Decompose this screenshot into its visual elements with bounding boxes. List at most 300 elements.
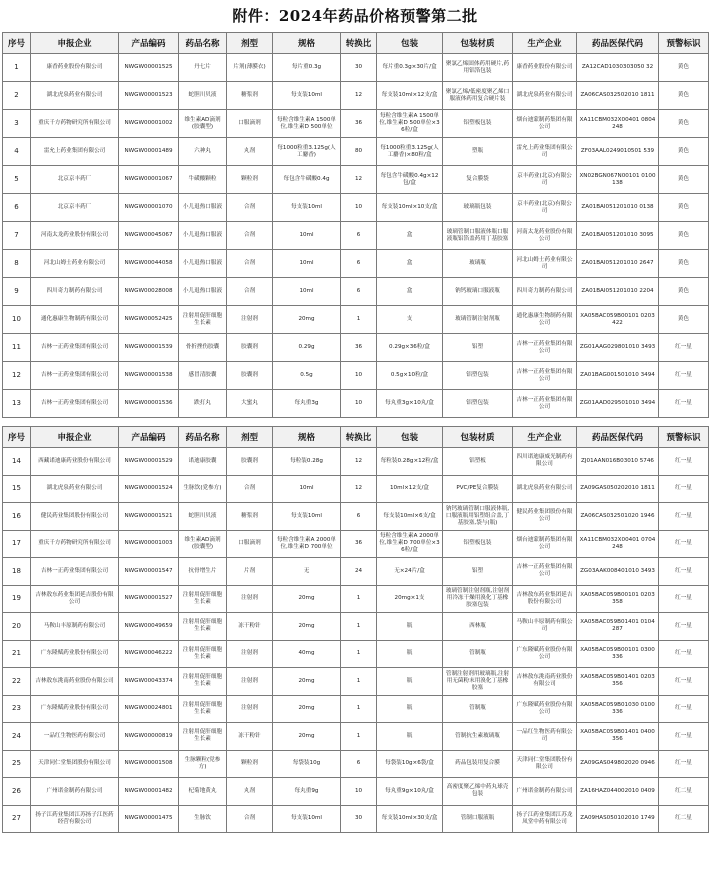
cell-manufacturer: 京丰药业(北京)有限公司 bbox=[513, 194, 577, 222]
cell-manufacturer: 河南太龙药业股份有限公司 bbox=[513, 222, 577, 250]
header-packaging: 包装 bbox=[377, 427, 443, 448]
cell-packaging-material: 铝塑 bbox=[443, 558, 513, 586]
cell-packaging: 每1000粒重3.125g(人工麝香)×80粒/盒 bbox=[377, 138, 443, 166]
cell-insurance-code: ZA06CAS032501020 1946 bbox=[577, 503, 659, 531]
cell-product-code: NWGW00045067 bbox=[119, 222, 179, 250]
cell-insurance-code: ZA09HAS050102010 1749 bbox=[577, 805, 659, 833]
cell-dosage-form: 口服滴剂 bbox=[227, 530, 273, 558]
cell-applicant-company: 河南太龙药业股份有限公司 bbox=[31, 222, 119, 250]
cell-product-code: NWGW00001003 bbox=[119, 530, 179, 558]
table-row bbox=[3, 334, 709, 362]
table-row bbox=[3, 503, 709, 531]
cell-applicant-company: 通化惠康生物制药有限公司 bbox=[31, 306, 119, 334]
cell-warning-level: 红二星 bbox=[659, 805, 709, 833]
cell-dosage-form: 糖浆剂 bbox=[227, 503, 273, 531]
table-row bbox=[3, 278, 709, 306]
cell-manufacturer: 广州诺金制药有限公司 bbox=[513, 778, 577, 806]
cell-applicant-company: 扬子江药业集团江苏扬子江医药经营有限公司 bbox=[31, 805, 119, 833]
cell-drug-name: 注射用促肝细胞生长素 bbox=[179, 306, 227, 334]
cell-packaging-material: 铝塑板包装 bbox=[443, 530, 513, 558]
cell-product-code: NWGW00028008 bbox=[119, 278, 179, 306]
cell-manufacturer: 健民药业集团股份有限公司 bbox=[513, 503, 577, 531]
header-packaging: 包装 bbox=[377, 33, 443, 54]
cell-packaging-material: 管制抗生素玻璃瓶 bbox=[443, 723, 513, 751]
cell-drug-name: 注射用促肝细胞生长素 bbox=[179, 585, 227, 613]
table-row bbox=[3, 695, 709, 723]
cell-warning-level: 红一星 bbox=[659, 475, 709, 503]
cell-product-code: NWGW00001527 bbox=[119, 585, 179, 613]
cell-drug-name: 维生素AD滴剂(胶囊型) bbox=[179, 110, 227, 138]
cell-packaging-material: 玻璃管制注射剂瓶,注射剂用冷冻干燥用溴化丁基橡胶塞包装 bbox=[443, 585, 513, 613]
table-row bbox=[3, 222, 709, 250]
cell-drug-name: 维生素AD滴剂(胶囊型) bbox=[179, 530, 227, 558]
cell-specification: 20mg bbox=[273, 695, 341, 723]
cell-specification: 每粒含维生素A 2000单位,维生素D 700单位 bbox=[273, 530, 341, 558]
cell-packaging-material: 玻璃管制注射剂瓶 bbox=[443, 306, 513, 334]
cell-packaging: 瓶 bbox=[377, 695, 443, 723]
cell-packaging-material: 聚氯乙烯/低密度聚乙烯口服液体药用复合硬片装 bbox=[443, 82, 513, 110]
cell-packaging-material: 玻璃管制口服液体瓶口服液瓶铝箔盖药用丁基胶塞 bbox=[443, 222, 513, 250]
table-row bbox=[3, 585, 709, 613]
cell-drug-name: 杞菊地黄丸 bbox=[179, 778, 227, 806]
cell-manufacturer: 吉林一正药业集团有限公司 bbox=[513, 362, 577, 390]
cell-product-code: NWGW00001489 bbox=[119, 138, 179, 166]
cell-conversion-ratio: 6 bbox=[341, 222, 377, 250]
cell-insurance-code: ZA01BAI051201010 0138 bbox=[577, 194, 659, 222]
cell-packaging-material: 铝塑板 bbox=[443, 448, 513, 476]
cell-conversion-ratio: 6 bbox=[341, 503, 377, 531]
table-body bbox=[3, 54, 709, 418]
cell-conversion-ratio: 1 bbox=[341, 723, 377, 751]
cell-specification: 10ml bbox=[273, 250, 341, 278]
cell-dosage-form: 糖浆剂 bbox=[227, 82, 273, 110]
table-row bbox=[3, 166, 709, 194]
cell-row-number: 14 bbox=[3, 448, 31, 476]
cell-row-number: 26 bbox=[3, 778, 31, 806]
cell-conversion-ratio: 12 bbox=[341, 448, 377, 476]
cell-dosage-form: 大蜜丸 bbox=[227, 390, 273, 418]
cell-applicant-company: 广东隆赋药业股份有限公司 bbox=[31, 695, 119, 723]
cell-specification: 10ml bbox=[273, 222, 341, 250]
cell-insurance-code: ZA01BAI051201010 2204 bbox=[577, 278, 659, 306]
cell-row-number: 6 bbox=[3, 194, 31, 222]
cell-conversion-ratio: 36 bbox=[341, 530, 377, 558]
cell-insurance-code: ZA12CAD1030303050 32 bbox=[577, 54, 659, 82]
cell-packaging: 瓶 bbox=[377, 723, 443, 751]
cell-insurance-code: XA05BAC059B01401 0400356 bbox=[577, 723, 659, 751]
cell-warning-level: 红一星 bbox=[659, 362, 709, 390]
table-row bbox=[3, 82, 709, 110]
cell-row-number: 25 bbox=[3, 750, 31, 778]
table-row bbox=[3, 750, 709, 778]
cell-conversion-ratio: 24 bbox=[341, 558, 377, 586]
table-row bbox=[3, 54, 709, 82]
cell-product-code: NWGW00001508 bbox=[119, 750, 179, 778]
cell-applicant-company: 西藏诺迪康药业股份有限公司 bbox=[31, 448, 119, 476]
cell-warning-level: 黄色 bbox=[659, 110, 709, 138]
cell-dosage-form: 注射剂 bbox=[227, 668, 273, 696]
cell-product-code: NWGW00001067 bbox=[119, 166, 179, 194]
cell-packaging: 0.29g×36粒/盒 bbox=[377, 334, 443, 362]
header-packaging-material: 包装材质 bbox=[443, 427, 513, 448]
cell-warning-level: 红一星 bbox=[659, 390, 709, 418]
cell-conversion-ratio: 1 bbox=[341, 585, 377, 613]
cell-manufacturer: 广东隆赋药业股份有限公司 bbox=[513, 695, 577, 723]
header-applicant-company: 申报企业 bbox=[31, 33, 119, 54]
table-row bbox=[3, 613, 709, 641]
cell-insurance-code: ZF03AAL0249010501 539 bbox=[577, 138, 659, 166]
cell-applicant-company: 湖北虎泉药业有限公司 bbox=[31, 475, 119, 503]
cell-warning-level: 黄色 bbox=[659, 278, 709, 306]
cell-product-code: NWGW00001525 bbox=[119, 54, 179, 82]
cell-drug-name: 小儿退热口服液 bbox=[179, 222, 227, 250]
cell-row-number: 13 bbox=[3, 390, 31, 418]
cell-specification: 每支装10ml bbox=[273, 503, 341, 531]
cell-dosage-form: 注射剂 bbox=[227, 585, 273, 613]
cell-product-code: NWGW00001002 bbox=[119, 110, 179, 138]
table-row bbox=[3, 390, 709, 418]
cell-row-number: 27 bbox=[3, 805, 31, 833]
cell-row-number: 7 bbox=[3, 222, 31, 250]
table-header-row bbox=[3, 427, 709, 448]
cell-insurance-code: XN02BGN067N00101 0100138 bbox=[577, 166, 659, 194]
cell-applicant-company: 雷允上药业集团有限公司 bbox=[31, 138, 119, 166]
cell-dosage-form: 合剂 bbox=[227, 222, 273, 250]
cell-specification: 每粒装0.28g bbox=[273, 448, 341, 476]
header-manufacturer: 生产企业 bbox=[513, 427, 577, 448]
cell-dosage-form: 丸剂 bbox=[227, 778, 273, 806]
cell-row-number: 11 bbox=[3, 334, 31, 362]
cell-row-number: 12 bbox=[3, 362, 31, 390]
cell-drug-name: 诺迪康胶囊 bbox=[179, 448, 227, 476]
cell-drug-name: 注射用促肝细胞生长素 bbox=[179, 613, 227, 641]
header-product-code: 产品编码 bbox=[119, 33, 179, 54]
cell-conversion-ratio: 1 bbox=[341, 640, 377, 668]
cell-warning-level: 黄色 bbox=[659, 222, 709, 250]
cell-drug-name: 生脉饮 bbox=[179, 805, 227, 833]
cell-product-code: NWGW00001524 bbox=[119, 475, 179, 503]
cell-warning-level: 红一星 bbox=[659, 334, 709, 362]
cell-specification: 每支装10ml bbox=[273, 805, 341, 833]
cell-applicant-company: 吉林一正药业集团有限公司 bbox=[31, 334, 119, 362]
cell-packaging-material: 复合膜袋 bbox=[443, 166, 513, 194]
cell-applicant-company: 天津同仁堂集团股份有限公司 bbox=[31, 750, 119, 778]
cell-product-code: NWGW00001482 bbox=[119, 778, 179, 806]
cell-packaging-material: 管制瓶 bbox=[443, 695, 513, 723]
cell-packaging: 每支装10ml×6支/盒 bbox=[377, 503, 443, 531]
cell-manufacturer: 吉林敖东药业集团延吉股份有限公司 bbox=[513, 585, 577, 613]
cell-row-number: 17 bbox=[3, 530, 31, 558]
price-warning-table-part2 bbox=[2, 426, 709, 833]
header-insurance-code: 药品医保代码 bbox=[577, 427, 659, 448]
header-drug-name: 药品名称 bbox=[179, 33, 227, 54]
cell-warning-level: 黄色 bbox=[659, 166, 709, 194]
cell-packaging-material: PVC/PE复合膜装 bbox=[443, 475, 513, 503]
cell-insurance-code: XA05BAC059B01401 0203356 bbox=[577, 668, 659, 696]
cell-product-code: NWGW00001475 bbox=[119, 805, 179, 833]
header-specification: 规格 bbox=[273, 427, 341, 448]
cell-manufacturer: 河北山姆士药业有限公司 bbox=[513, 250, 577, 278]
cell-packaging: 0.5g×10粒/盒 bbox=[377, 362, 443, 390]
cell-warning-level: 黄色 bbox=[659, 138, 709, 166]
header-insurance-code: 药品医保代码 bbox=[577, 33, 659, 54]
cell-conversion-ratio: 12 bbox=[341, 166, 377, 194]
cell-applicant-company: 重庆千方药物研究所有限公司 bbox=[31, 530, 119, 558]
cell-conversion-ratio: 6 bbox=[341, 278, 377, 306]
cell-insurance-code: XA11CBM032X00401 0804248 bbox=[577, 110, 659, 138]
table-header-row bbox=[3, 33, 709, 54]
cell-row-number: 15 bbox=[3, 475, 31, 503]
cell-conversion-ratio: 10 bbox=[341, 390, 377, 418]
cell-dosage-form: 合剂 bbox=[227, 278, 273, 306]
cell-dosage-form: 口服滴剂 bbox=[227, 110, 273, 138]
cell-dosage-form: 片剂(薄膜衣) bbox=[227, 54, 273, 82]
cell-packaging: 盒 bbox=[377, 250, 443, 278]
header-product-code: 产品编码 bbox=[119, 427, 179, 448]
cell-packaging-material: 管制瓶 bbox=[443, 640, 513, 668]
cell-packaging: 10ml×12支/盒 bbox=[377, 475, 443, 503]
cell-product-code: NWGW00001538 bbox=[119, 362, 179, 390]
cell-manufacturer: 天津同仁堂集团股份有限公司 bbox=[513, 750, 577, 778]
cell-packaging: 每丸重9g×10丸/盒 bbox=[377, 778, 443, 806]
cell-warning-level: 黄色 bbox=[659, 82, 709, 110]
cell-conversion-ratio: 12 bbox=[341, 475, 377, 503]
cell-packaging-material: 玻璃瓶 bbox=[443, 250, 513, 278]
cell-drug-name: 跌打丸 bbox=[179, 390, 227, 418]
cell-dosage-form: 颗粒剂 bbox=[227, 750, 273, 778]
cell-insurance-code: ZJ01AAN016B03010 5746 bbox=[577, 448, 659, 476]
cell-dosage-form: 注射剂 bbox=[227, 695, 273, 723]
cell-warning-level: 红一星 bbox=[659, 558, 709, 586]
cell-conversion-ratio: 6 bbox=[341, 750, 377, 778]
cell-drug-name: 注射用促肝细胞生长素 bbox=[179, 723, 227, 751]
table-row bbox=[3, 362, 709, 390]
cell-drug-name: 小儿退热口服液 bbox=[179, 194, 227, 222]
cell-specification: 20mg bbox=[273, 585, 341, 613]
cell-manufacturer: 雷允上药业集团有限公司 bbox=[513, 138, 577, 166]
cell-dosage-form: 胶囊剂 bbox=[227, 362, 273, 390]
cell-applicant-company: 重庆千方药物研究所有限公司 bbox=[31, 110, 119, 138]
cell-warning-level: 红一星 bbox=[659, 448, 709, 476]
cell-dosage-form: 丸剂 bbox=[227, 138, 273, 166]
cell-applicant-company: 吉林一正药业集团有限公司 bbox=[31, 390, 119, 418]
cell-applicant-company: 河北山姆士药业有限公司 bbox=[31, 250, 119, 278]
cell-conversion-ratio: 30 bbox=[341, 54, 377, 82]
cell-specification: 20mg bbox=[273, 306, 341, 334]
table-row bbox=[3, 558, 709, 586]
cell-specification: 每包含牛磺酸0.4g bbox=[273, 166, 341, 194]
cell-packaging: 盒 bbox=[377, 222, 443, 250]
cell-dosage-form: 合剂 bbox=[227, 805, 273, 833]
cell-conversion-ratio: 10 bbox=[341, 194, 377, 222]
cell-conversion-ratio: 10 bbox=[341, 778, 377, 806]
cell-packaging-material: 铝塑 bbox=[443, 334, 513, 362]
cell-warning-level: 黄色 bbox=[659, 306, 709, 334]
cell-product-code: NWGW00001523 bbox=[119, 82, 179, 110]
cell-dosage-form: 冻干粉针 bbox=[227, 723, 273, 751]
cell-drug-name: 抗骨增生片 bbox=[179, 558, 227, 586]
cell-insurance-code: ZA01BAG001501010 3494 bbox=[577, 362, 659, 390]
header-row-number: 序号 bbox=[3, 33, 31, 54]
table-row bbox=[3, 723, 709, 751]
cell-conversion-ratio: 1 bbox=[341, 695, 377, 723]
table-row bbox=[3, 778, 709, 806]
cell-warning-level: 红二星 bbox=[659, 778, 709, 806]
cell-row-number: 22 bbox=[3, 668, 31, 696]
cell-specification: 40mg bbox=[273, 640, 341, 668]
cell-warning-level: 黄色 bbox=[659, 250, 709, 278]
price-warning-table-part1 bbox=[2, 32, 709, 418]
cell-packaging: 每丸重3g×10丸/盒 bbox=[377, 390, 443, 418]
cell-row-number: 1 bbox=[3, 54, 31, 82]
cell-insurance-code: XA05BAC059B00101 0300336 bbox=[577, 640, 659, 668]
cell-specification: 无 bbox=[273, 558, 341, 586]
cell-packaging-material: 钠钙玻璃管制口服液体瓶,口服液瓶用铝塑组合盖,丁基胶塞,袋与(瓶) bbox=[443, 503, 513, 531]
cell-packaging-material: 铝塑包装 bbox=[443, 362, 513, 390]
cell-row-number: 4 bbox=[3, 138, 31, 166]
cell-applicant-company: 北京京丰药厂 bbox=[31, 194, 119, 222]
cell-row-number: 23 bbox=[3, 695, 31, 723]
cell-packaging: 每粒含维生素A 2000单位,维生素D 700单位×36粒/盒 bbox=[377, 530, 443, 558]
cell-manufacturer: 烟台迪蒙制药集团有限公司 bbox=[513, 530, 577, 558]
cell-warning-level: 红一星 bbox=[659, 613, 709, 641]
cell-specification: 每丸重9g bbox=[273, 778, 341, 806]
cell-packaging-material: 铝塑板包装 bbox=[443, 110, 513, 138]
header-conversion-ratio: 转换比 bbox=[341, 33, 377, 54]
cell-insurance-code: ZG01AAG029801010 3493 bbox=[577, 334, 659, 362]
cell-row-number: 9 bbox=[3, 278, 31, 306]
cell-insurance-code: ZG01AAD029501010 3494 bbox=[577, 390, 659, 418]
cell-specification: 每支装10ml bbox=[273, 82, 341, 110]
cell-row-number: 18 bbox=[3, 558, 31, 586]
table-body bbox=[3, 448, 709, 833]
cell-packaging-material: 管制注射剂用玻璃瓶,注射用无菌粉末用溴化丁基橡胶塞 bbox=[443, 668, 513, 696]
cell-applicant-company: 健民药业集团股份有限公司 bbox=[31, 503, 119, 531]
cell-manufacturer: 广东隆赋药业股份有限公司 bbox=[513, 640, 577, 668]
cell-manufacturer: 京丰药业(北京)有限公司 bbox=[513, 166, 577, 194]
cell-packaging-material: 玻璃瓶包装 bbox=[443, 194, 513, 222]
header-warning-level: 预警标识 bbox=[659, 427, 709, 448]
cell-drug-name: 小儿退热口服液 bbox=[179, 250, 227, 278]
cell-insurance-code: ZA06CAS032502010 1811 bbox=[577, 82, 659, 110]
cell-specification: 每支装10ml bbox=[273, 194, 341, 222]
cell-drug-name: 注射用促肝细胞生长素 bbox=[179, 695, 227, 723]
cell-specification: 10ml bbox=[273, 278, 341, 306]
cell-drug-name: 注射用促肝细胞生长素 bbox=[179, 668, 227, 696]
cell-warning-level: 红一星 bbox=[659, 530, 709, 558]
cell-specification: 0.5g bbox=[273, 362, 341, 390]
cell-manufacturer: 四川诺迪康威光制药有限公司 bbox=[513, 448, 577, 476]
cell-packaging: 每粒含维生素A 1500单位,维生素D 500单位×36粒/盒 bbox=[377, 110, 443, 138]
cell-applicant-company: 北京京丰药厂 bbox=[31, 166, 119, 194]
cell-packaging-material: 高密度聚乙烯中药丸球壳包装 bbox=[443, 778, 513, 806]
cell-applicant-company: 吉林一正药业集团有限公司 bbox=[31, 362, 119, 390]
cell-dosage-form: 胶囊剂 bbox=[227, 448, 273, 476]
cell-insurance-code: XA05BAC059B01030 0100336 bbox=[577, 695, 659, 723]
cell-dosage-form: 注射剂 bbox=[227, 640, 273, 668]
header-packaging-material: 包装材质 bbox=[443, 33, 513, 54]
table-row bbox=[3, 250, 709, 278]
cell-applicant-company: 广东隆赋药业股份有限公司 bbox=[31, 640, 119, 668]
cell-applicant-company: 广州诺金制药有限公司 bbox=[31, 778, 119, 806]
cell-packaging: 每包含牛磺酸0.4g×12包/盒 bbox=[377, 166, 443, 194]
cell-packaging: 瓶 bbox=[377, 613, 443, 641]
cell-specification: 每粒含维生素A 1500单位,维生素D 500单位 bbox=[273, 110, 341, 138]
cell-conversion-ratio: 30 bbox=[341, 805, 377, 833]
header-manufacturer: 生产企业 bbox=[513, 33, 577, 54]
cell-product-code: NWGW00001529 bbox=[119, 448, 179, 476]
cell-packaging: 20mg×1支 bbox=[377, 585, 443, 613]
cell-insurance-code: ZA16HAZ044002010 0409 bbox=[577, 778, 659, 806]
cell-product-code: NWGW00046222 bbox=[119, 640, 179, 668]
cell-dosage-form: 冻干粉针 bbox=[227, 613, 273, 641]
cell-insurance-code: ZA09GAS050202010 1811 bbox=[577, 475, 659, 503]
cell-specification: 每片重0.3g bbox=[273, 54, 341, 82]
cell-drug-name: 小儿退热口服液 bbox=[179, 278, 227, 306]
cell-manufacturer: 湖北虎泉药业有限公司 bbox=[513, 475, 577, 503]
cell-specification: 0.29g bbox=[273, 334, 341, 362]
cell-packaging: 每支装10ml×10支/盒 bbox=[377, 194, 443, 222]
cell-applicant-company: 吉林一正药业集团有限公司 bbox=[31, 558, 119, 586]
cell-applicant-company: 马鞍山丰原制药有限公司 bbox=[31, 613, 119, 641]
cell-product-code: NWGW00000819 bbox=[119, 723, 179, 751]
cell-manufacturer: 四川奇力制药有限公司 bbox=[513, 278, 577, 306]
cell-dosage-form: 合剂 bbox=[227, 194, 273, 222]
cell-packaging: 每片重0.3g×30片/盒 bbox=[377, 54, 443, 82]
cell-drug-name: 生脉饮(党参方) bbox=[179, 475, 227, 503]
cell-warning-level: 红一星 bbox=[659, 503, 709, 531]
cell-specification: 每1000粒重3.125g(人工麝香) bbox=[273, 138, 341, 166]
cell-dosage-form: 胶囊剂 bbox=[227, 334, 273, 362]
cell-row-number: 21 bbox=[3, 640, 31, 668]
cell-manufacturer: 扬子江药业集团江苏龙凤堂中药有限公司 bbox=[513, 805, 577, 833]
table-row bbox=[3, 448, 709, 476]
cell-applicant-company: 一品红生物医药有限公司 bbox=[31, 723, 119, 751]
cell-dosage-form: 注射剂 bbox=[227, 306, 273, 334]
cell-manufacturer: 烟台迪蒙制药集团有限公司 bbox=[513, 110, 577, 138]
table-row bbox=[3, 306, 709, 334]
cell-product-code: NWGW00001547 bbox=[119, 558, 179, 586]
cell-packaging: 每粒装0.28g×12粒/盒 bbox=[377, 448, 443, 476]
cell-packaging-material: 钠钙玻璃口服液瓶 bbox=[443, 278, 513, 306]
table-row bbox=[3, 475, 709, 503]
cell-packaging-material: 铝塑包装 bbox=[443, 390, 513, 418]
cell-dosage-form: 合剂 bbox=[227, 250, 273, 278]
header-dosage-form: 剂型 bbox=[227, 427, 273, 448]
cell-product-code: NWGW00049659 bbox=[119, 613, 179, 641]
cell-conversion-ratio: 10 bbox=[341, 362, 377, 390]
cell-manufacturer: 吉林一正药业集团有限公司 bbox=[513, 334, 577, 362]
header-warning-level: 预警标识 bbox=[659, 33, 709, 54]
cell-drug-name: 六神丸 bbox=[179, 138, 227, 166]
cell-insurance-code: XA11CBM032X00401 0704248 bbox=[577, 530, 659, 558]
cell-insurance-code: ZA01BAI051201010 2647 bbox=[577, 250, 659, 278]
cell-packaging: 每支装10ml×12支/盒 bbox=[377, 82, 443, 110]
cell-conversion-ratio: 1 bbox=[341, 306, 377, 334]
cell-drug-name: 蛇胆川贝液 bbox=[179, 82, 227, 110]
cell-drug-name: 生脉颗粒(党参方) bbox=[179, 750, 227, 778]
cell-insurance-code: ZA09GAS049802020 0946 bbox=[577, 750, 659, 778]
cell-warning-level: 红一星 bbox=[659, 668, 709, 696]
cell-packaging: 瓶 bbox=[377, 668, 443, 696]
table-row bbox=[3, 805, 709, 833]
cell-specification: 每袋装10g bbox=[273, 750, 341, 778]
cell-packaging: 每袋装10g×6袋/盒 bbox=[377, 750, 443, 778]
header-drug-name: 药品名称 bbox=[179, 427, 227, 448]
cell-drug-name: 注射用促肝细胞生长素 bbox=[179, 640, 227, 668]
header-applicant-company: 申报企业 bbox=[31, 427, 119, 448]
cell-manufacturer: 吉林敖东洮南药业股份有限公司 bbox=[513, 668, 577, 696]
